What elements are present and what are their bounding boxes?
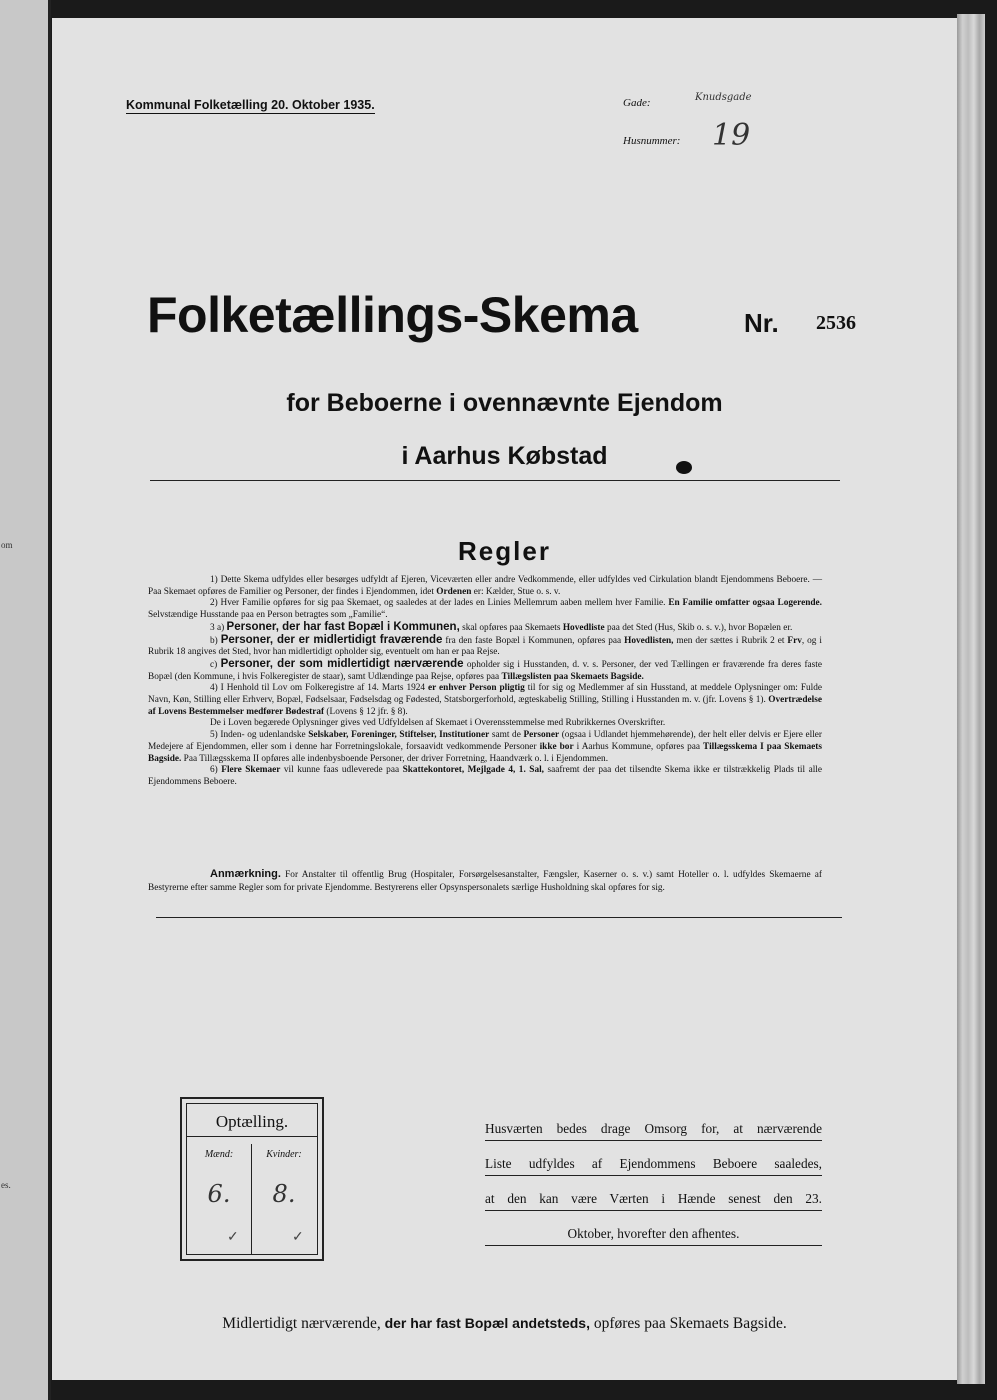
- rules-text: [148, 575, 822, 789]
- husnummer-label: Husnummer:: [623, 135, 681, 147]
- census-form-page: [52, 18, 957, 1380]
- count-title: Optælling.: [187, 1112, 317, 1137]
- rules-heading: Regler: [458, 536, 551, 566]
- annotation-note: [148, 868, 822, 894]
- annotation-label: Anmærkning.: [210, 868, 281, 880]
- form-number-label: Nr.: [744, 308, 779, 338]
- annotation-text: For Anstalter til offentlig Brug (Hospitaler, Forsørgelsesanstalter, Fængsler, Kaserner o. s. v.) samt Hoteller o. l. udfyldes Skemaerne af Bestyrerne efter samme Regler som for private Ejendomme. Bestyrerens eller Opsynspersonalets særlige Husholdning skal opføres for sig.: [148, 870, 822, 893]
- count-box: [180, 1097, 324, 1261]
- margin-fragment: es.: [1, 1180, 11, 1190]
- men-count: 6.: [207, 1180, 231, 1208]
- rule-2: 2) Hver Familie opføres for sig paa Skemaet, og saaledes at der lades en Linies Mellemrum aaben mellem hver Familie. En Familie omfatter ogsaa Logerende. Selvstændige Husstande paa en Person betragtes som „Familie“.: [148, 598, 822, 621]
- men-column: [187, 1144, 252, 1254]
- women-column: [252, 1144, 316, 1254]
- notice-line: Husværten bedes drage Omsorg for, at nærværende: [485, 1118, 822, 1141]
- form-number-value: 2536: [816, 312, 856, 334]
- gade-label: Gade:: [623, 97, 651, 109]
- rule-1: 1) Dette Skema udfyldes eller besørges udfyldt af Ejeren, Viceværten eller andre Vedkommende, eller udfyldes ved Cirkulation blandt Ejendommens Beboere. — Paa Skemaet opføres de Familier og Personer, der findes i Ejendommen, idet Ordenen er: Kælder, Stue o. s. v.: [148, 575, 822, 597]
- notice-line: Oktober, hvorefter den afhentes.: [485, 1223, 822, 1246]
- rule-3a: 3 a) Personer, der har fast Bopæl i Kommunen, skal opføres paa Skemaets Hovedliste paa det Sted (Hus, Skib o. s. v.), hvor Bopælen er.: [210, 620, 793, 633]
- husnummer-value: 19: [712, 118, 751, 153]
- previous-page-edge: [0, 0, 51, 1400]
- women-count: 8.: [272, 1180, 296, 1208]
- form-subtitle-1: for Beboerne i ovennævnte Ejendom: [286, 389, 723, 417]
- note-divider: [156, 917, 842, 918]
- men-label: Mænd:: [204, 1149, 234, 1160]
- rule-6: 6) Flere Skemaer vil kunne faas udleverede paa Skattekontoret, Mejlgade 4, 1. Sal, saafremt der paa det tilsendte Skema ikke er tilstrækkelig Plads til alle Ejendommens Beboere.: [148, 765, 823, 787]
- rule-4b: De i Loven begærede Oplysninger gives ved Udfyldelsen af Skemaet i Overensstemmelse med Rubrikkernes Overskrifter.: [210, 718, 666, 729]
- page-stack-edge: [957, 14, 985, 1384]
- rule-3c: c) Personer, der som midlertidigt nærværende opholder sig i Husstanden, d. v. s. Personer, der ved Tællingen er fraværende fra deres faste Bopæl (den Kommune, i hvis Folkeregister de staar), samt Udlændinge paa Rejse, opføres paa Tillægslisten paa Skemaets Bagside.: [148, 657, 822, 682]
- notice-line: Liste udfyldes af Ejendommens Beboere saaledes,: [485, 1153, 822, 1176]
- rule-3b: b) Personer, der er midlertidigt fraværende fra den faste Bopæl i Kommunen, opføres paa Hovedlisten, men der sættes i Rubrik 2 et Frv, og i Rubrik 18 angives det Sted, hvor han midlertidigt opholder sig, eventuelt om han er paa Rejse.: [148, 633, 822, 658]
- form-subtitle-2: i Aarhus Købstad: [401, 442, 608, 470]
- footer-note: Midlertidigt nærværende, der har fast Bopæl andetsteds, opføres paa Skemaets Bagside.: [222, 1315, 787, 1332]
- women-label: Kvinder:: [266, 1149, 302, 1160]
- gade-value: Knudsgade: [695, 92, 752, 103]
- form-title: Folketællings-Skema: [147, 287, 638, 343]
- rule-5: 5) Inden- og udenlandske Selskaber, Foreninger, Stiftelser, Institutioner samt de Personer (ogsaa i Udlandet hjemmehørende), der helt eller delvis er Ejere eller Medejere af Ejendommen, eller som i denne har Forretningslokale, forsaavidt vedkommende Personer ikke bor i Aarhus Kommune, opføres paa Tillægsskema I paa Skemaets Bagside. Paa Tillægsskema II opføres alle indenbysboende Personer, der driver Forretning, Haandværk o. l. i Ejendommen.: [148, 730, 823, 764]
- notice-line: at den kan være Værten i Hænde senest den 23.: [485, 1188, 822, 1211]
- landlord-notice: [485, 1118, 822, 1258]
- check-mark-icon: ✓: [227, 1230, 239, 1245]
- title-divider: [150, 480, 840, 481]
- ink-blot: [676, 461, 692, 474]
- check-mark-icon: ✓: [292, 1230, 304, 1245]
- census-header-title: Kommunal Folketælling 20. Oktober 1935.: [126, 98, 375, 112]
- margin-fragment: om: [1, 540, 13, 550]
- rule-4: 4) I Henhold til Lov om Folkeregistre af 14. Marts 1924 er enhver Person pligtig til for sig og Medlemmer af sin Husstand, at meddele Oplysninger om: Fulde Navn, Køn, Stilling eller Erhverv, Bopæl, Fødselsaar, Fødselsdag og Fødested, Statsborgerforhold, ægteskabelig Stilling, Stilling i Husstanden m. v. (jfr. Lovens § 1). Overtrædelse af Lovens Bestemmelser medfører Bødestraf (Lovens § 12 jfr. § 8).: [148, 683, 823, 717]
